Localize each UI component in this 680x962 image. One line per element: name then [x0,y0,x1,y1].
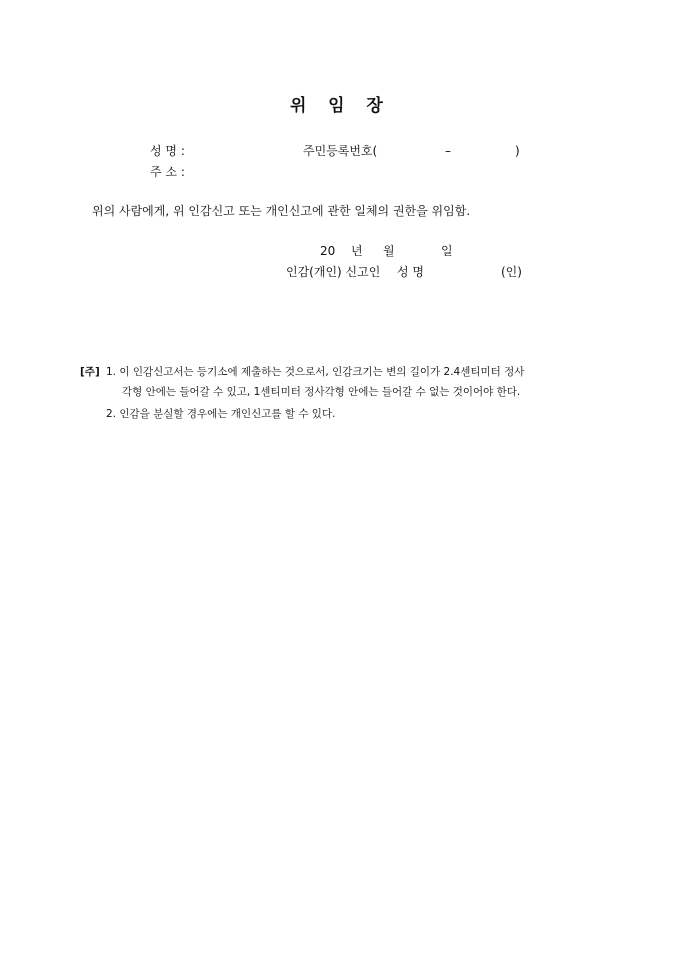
notes-marker: [주] [80,366,100,378]
date-year-label: 년 [351,244,363,258]
date-month-label: 월 [383,244,395,258]
seal-label: (인) [501,265,522,279]
signer-name-label: 성 명 [397,265,424,279]
resident-number-label: 주민등록번호( [303,144,378,158]
delegation-statement: 위의 사람에게, 위 인감신고 또는 개인신고에 관한 일체의 권한을 위임함. [92,204,471,218]
note-line-1: 1. 이 인감신고서는 등기소에 제출하는 것으로서, 인감크기는 변의 길이가 2.4센티미터 정사 [106,366,525,378]
name-label: 성 명 : [150,144,185,158]
signer-role-label: 인감(개인) 신고인 [286,265,381,279]
address-label: 주 소 : [150,165,185,179]
document-title: 위 임 장 [290,96,384,116]
note-line-3: 2. 인감을 분실할 경우에는 개인신고를 할 수 있다. [106,408,336,420]
resident-number-dash: – [445,144,451,158]
date-day-label: 일 [441,244,453,258]
resident-number-close: ) [515,144,520,158]
note-line-2: 각형 안에는 들어갈 수 있고, 1센티미터 정사각형 안에는 들어갈 수 없는 것이어야 한다. [122,386,521,398]
date-year-prefix: 20 [320,244,336,258]
